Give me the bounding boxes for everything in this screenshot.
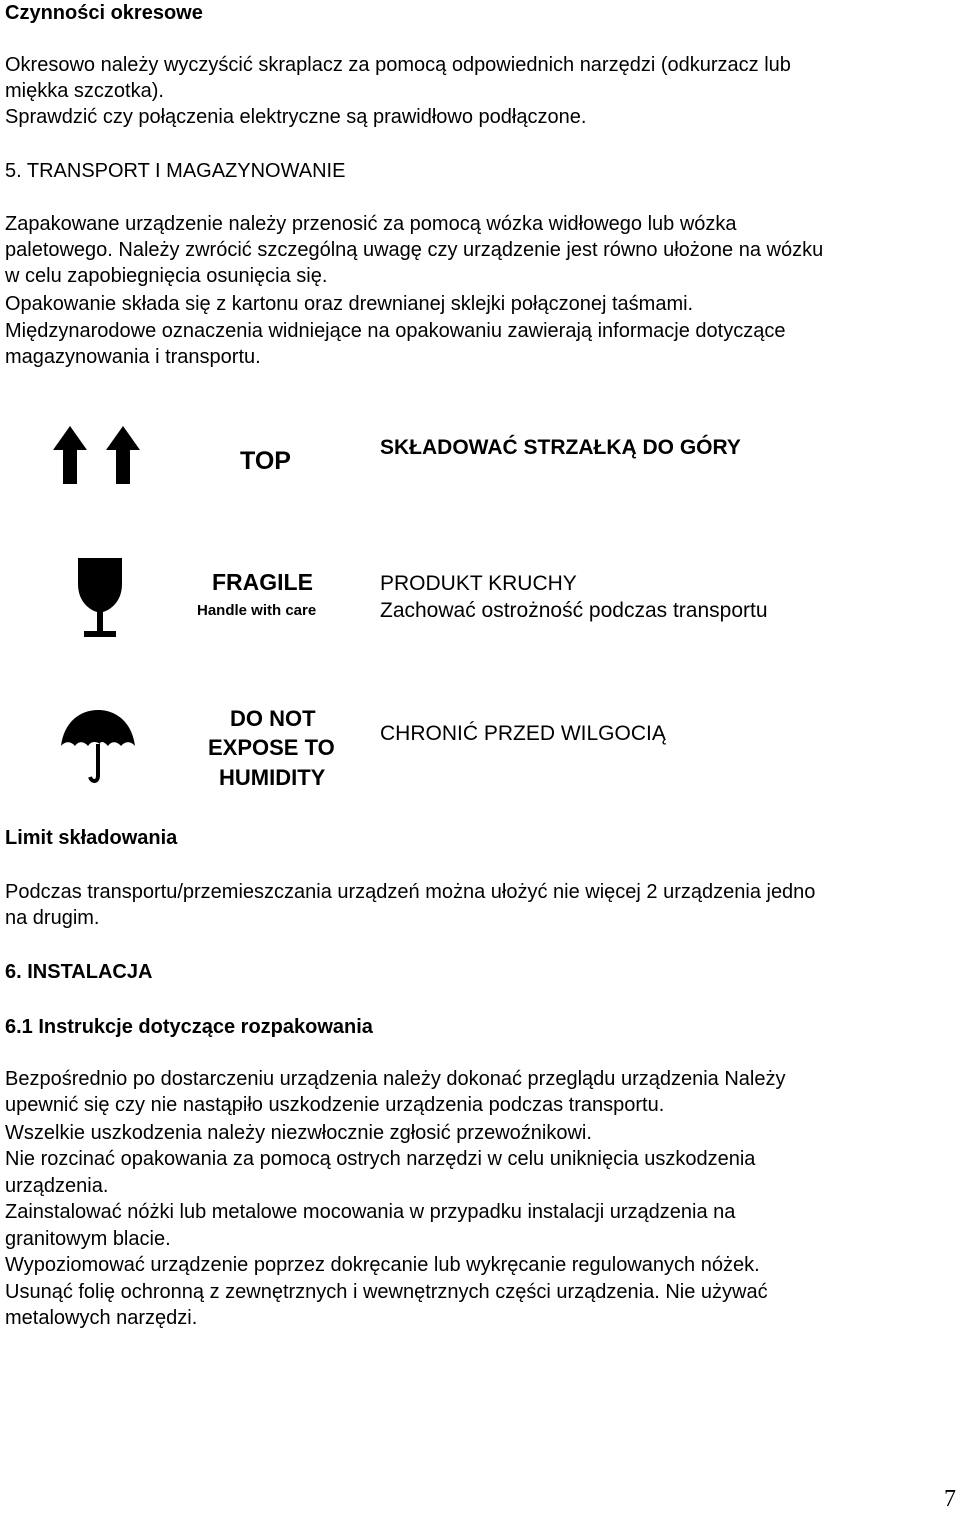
transport-line-5: Międzynarodowe oznaczenia widniejące na opakowaniu zawierają informacje dotyczące [5, 320, 786, 342]
install-line-3: Wszelkie uszkodzenia należy niezwłocznie zgłosić przewoźnikowi. [5, 1122, 592, 1144]
install-line-7: granitowym blacie. [5, 1228, 171, 1250]
top-logo-text: TOP [240, 447, 291, 475]
humidity-logo-line-2: EXPOSE TO [208, 735, 335, 760]
periodic-line-1: Okresowo należy wyczyścić skraplacz za pomocą odpowiednich narzędzi (odkurzacz lub [5, 54, 791, 76]
install-line-9: Usunąć folię ochronną z zewnętrznych i wewnętrznych części urządzenia. Nie używać [5, 1281, 768, 1303]
fragile-logo-subtext: Handle with care [197, 602, 317, 619]
humidity-symbol-label: CHRONIĆ PRZED WILGOCIĄ [380, 722, 666, 745]
periodic-line-3: Sprawdzić czy połączenia elektryczne są prawidłowo podłączone. [5, 106, 587, 128]
periodic-line-2: miękka szczotka). [5, 80, 164, 102]
heading-installation: 6. INSTALACJA [5, 961, 153, 983]
top-symbol-label: SKŁADOWAĆ STRZAŁKĄ DO GÓRY [380, 436, 741, 459]
umbrella-icon [58, 706, 138, 786]
transport-line-1: Zapakowane urządzenie należy przenosić za pomocą wózka widłowego lub wózka [5, 213, 737, 235]
limit-line-2: na drugim. [5, 907, 100, 929]
fragile-glass-icon [72, 556, 128, 640]
transport-line-2: paletowego. Należy zwrócić szczególną uwagę czy urządzenie jest równo ułożone na wózku [5, 239, 824, 261]
install-line-4: Nie rozcinać opakowania za pomocą ostrych narzędzi w celu uniknięcia uszkodzenia [5, 1148, 756, 1170]
install-line-5: urządzenia. [5, 1175, 109, 1197]
transport-line-3: w celu zapobiegnięcia osunięcia się. [5, 265, 328, 287]
install-line-8: Wypoziomować urządzenie poprzez dokręcanie lub wykręcanie regulowanych nóżek. [5, 1254, 760, 1276]
fragile-symbol-description: Zachować ostrożność podczas transportu [380, 599, 768, 622]
heading-periodic-maintenance: Czynności okresowe [5, 2, 203, 24]
this-way-up-arrows-icon [48, 424, 148, 486]
install-line-1: Bezpośrednio po dostarczeniu urządzenia należy dokonać przeglądu urządzenia Należy [5, 1068, 786, 1090]
install-line-10: metalowych narzędzi. [5, 1307, 198, 1329]
fragile-logo-text: FRAGILE [212, 569, 313, 595]
heading-unpacking-instructions: 6.1 Instrukcje dotyczące rozpakowania [5, 1016, 373, 1038]
transport-line-4: Opakowanie składa się z kartonu oraz drewnianej sklejki połączonej taśmami. [5, 293, 694, 315]
install-line-6: Zainstalować nóżki lub metalowe mocowania w przypadku instalacji urządzenia na [5, 1201, 736, 1223]
limit-line-1: Podczas transportu/przemieszczania urządzeń można ułożyć nie więcej 2 urządzenia jedno [5, 881, 816, 903]
humidity-logo-line-1: DO NOT [230, 706, 316, 731]
install-line-2: upewnić się czy nie nastąpiło uszkodzenie urządzenia podczas transportu. [5, 1094, 665, 1116]
transport-line-6: magazynowania i transportu. [5, 346, 261, 368]
humidity-logo-line-3: HUMIDITY [219, 765, 326, 790]
fragile-symbol-label: PRODUKT KRUCHY [380, 572, 577, 595]
heading-transport: 5. TRANSPORT I MAGAZYNOWANIE [5, 160, 346, 182]
humidity-logo [204, 700, 354, 794]
fragile-logo [192, 566, 342, 624]
heading-storage-limit: Limit składowania [5, 827, 178, 849]
page-number: 7 [944, 1486, 956, 1512]
top-logo [236, 442, 296, 476]
